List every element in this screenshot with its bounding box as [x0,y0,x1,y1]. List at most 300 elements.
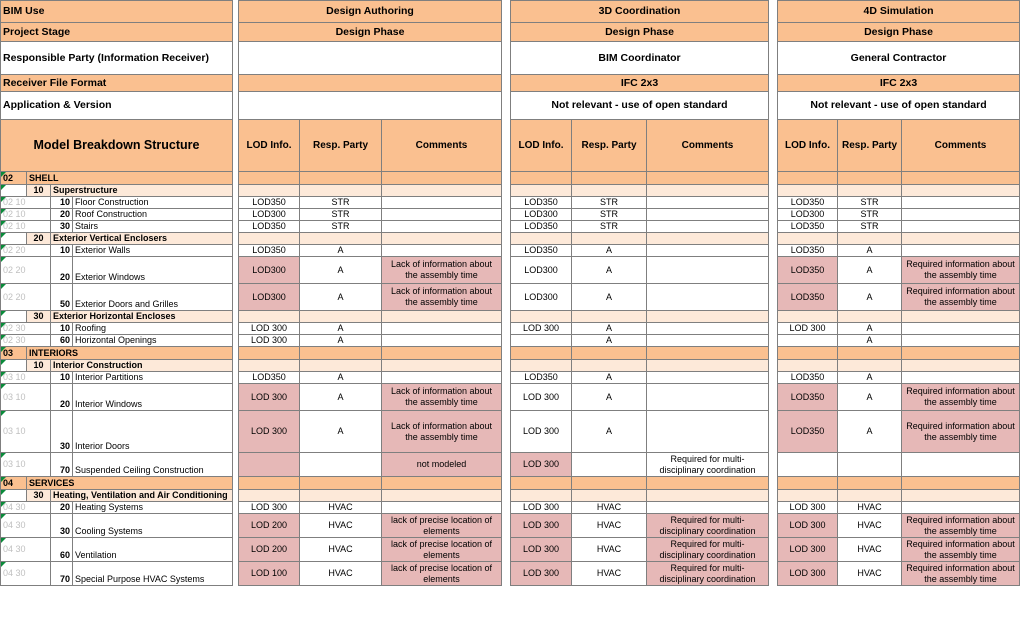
project-stage-3: Design Phase [778,23,1020,42]
comment-cell: Required information about the assembly time [902,562,1020,586]
empty-cell [838,311,902,323]
comment-cell [902,453,1020,477]
resp-party-cell: A [572,323,647,335]
comment-cell [647,284,769,311]
col-resp-1: Resp. Party [300,120,382,172]
subsection-row [1,233,1024,245]
lod-cell: LOD 300 [239,335,300,347]
empty-cell [572,477,647,490]
table-row [1,197,1024,209]
item-number: 10 [51,197,73,209]
empty-cell [382,172,502,185]
section-row [1,172,1024,185]
item-number: 70 [51,562,73,586]
resp-party-cell: A [572,335,647,347]
item-name: Cooling Systems [73,514,233,538]
application-2: Not relevant - use of open standard [511,92,769,120]
item-name: Interior Doors [73,411,233,453]
empty-cell [511,347,572,360]
resp-party-cell: STR [838,197,902,209]
resp-party-cell: A [300,257,382,284]
item-name: Horizontal Openings [73,335,233,347]
subsection-row [1,311,1024,323]
empty-cell [647,347,769,360]
resp-party-cell: HVAC [300,538,382,562]
empty-cell [838,490,902,502]
item-name: Special Purpose HVAC Systems [73,562,233,586]
empty-cell [239,477,300,490]
comment-cell [647,323,769,335]
section-number: 04 [1,477,27,490]
bim-use-1: Design Authoring [239,1,502,23]
empty-cell [838,233,902,245]
lod-cell: LOD350 [778,257,838,284]
empty-cell [902,347,1020,360]
item-name: Stairs [73,221,233,233]
resp-party-cell: A [300,372,382,384]
comment-cell [647,245,769,257]
resp-party-cell: A [300,384,382,411]
lod-cell: LOD 300 [511,502,572,514]
lod-cell: LOD300 [511,257,572,284]
empty-cell [902,360,1020,372]
resp-party-cell: STR [572,197,647,209]
empty-cell [902,172,1020,185]
subsection-number: 10 [27,185,51,197]
resp-party-cell: A [572,284,647,311]
item-name: Suspended Ceiling Construction [73,453,233,477]
receiver-format-label: Receiver File Format [1,75,233,92]
bim-use-row [1,1,1024,23]
lod-cell: LOD300 [778,209,838,221]
table-row [1,453,1024,477]
col-lod-3: LOD Info. [778,120,838,172]
ghost-code: 02 30 [1,335,51,347]
table-body [1,1,1024,586]
item-number: 30 [51,514,73,538]
lod-cell: LOD 300 [239,502,300,514]
lod-cell: LOD 300 [511,411,572,453]
resp-party-cell [838,453,902,477]
empty-cell [647,360,769,372]
lod-cell: LOD 300 [511,453,572,477]
responsible-party-1 [239,42,502,75]
application-row [1,92,1024,120]
bim-use-label: BIM Use [1,1,233,23]
comment-cell [382,221,502,233]
item-name: Interior Windows [73,384,233,411]
empty-cell [511,360,572,372]
comment-cell [902,335,1020,347]
empty-cell [572,347,647,360]
comment-cell [382,209,502,221]
item-number: 10 [51,323,73,335]
resp-party-cell: HVAC [572,538,647,562]
lod-cell: LOD350 [511,372,572,384]
mbs-header-row [1,120,1024,172]
resp-party-cell [300,453,382,477]
indent-cell [1,490,27,502]
ghost-code: 02 30 [1,323,51,335]
project-stage-2: Design Phase [511,23,769,42]
lod-cell: LOD350 [778,197,838,209]
empty-cell [778,311,838,323]
lod-cell: LOD 300 [511,323,572,335]
item-number: 60 [51,538,73,562]
col-comments-3: Comments [902,120,1020,172]
empty-cell [382,185,502,197]
empty-cell [239,233,300,245]
comment-cell: Lack of information about the assembly time [382,284,502,311]
subsection-name: Superstructure [51,185,233,197]
empty-cell [838,360,902,372]
col-comments-2: Comments [647,120,769,172]
resp-party-cell: STR [300,221,382,233]
receiver-format-2: IFC 2x3 [511,75,769,92]
ghost-code: 03 10 [1,384,51,411]
comment-cell [382,335,502,347]
comment-cell: Required for multi-disciplinary coordination [647,453,769,477]
empty-cell [838,477,902,490]
empty-cell [511,477,572,490]
item-name: Ventilation [73,538,233,562]
subsection-name: Interior Construction [51,360,233,372]
lod-cell [239,453,300,477]
ghost-code: 03 10 [1,372,51,384]
comment-cell [647,209,769,221]
empty-cell [300,490,382,502]
lod-cell: LOD350 [511,245,572,257]
item-number: 20 [51,502,73,514]
empty-cell [382,477,502,490]
comment-cell [647,257,769,284]
item-number: 30 [51,221,73,233]
item-name: Interior Partitions [73,372,233,384]
receiver-format-1 [239,75,502,92]
responsible-party-3: General Contractor [778,42,1020,75]
project-stage-row [1,23,1024,42]
comment-cell: Required information about the assembly time [902,514,1020,538]
empty-cell [647,233,769,245]
receiver-format-row [1,75,1024,92]
table-row [1,411,1024,453]
ghost-code: 02 10 [1,209,51,221]
lod-cell: LOD350 [239,372,300,384]
lod-cell: LOD350 [778,411,838,453]
item-number: 10 [51,372,73,384]
responsible-party-row [1,42,1024,75]
comment-cell: Required information about the assembly time [902,538,1020,562]
resp-party-cell: A [572,411,647,453]
resp-party-cell: A [572,245,647,257]
lod-cell: LOD300 [511,209,572,221]
resp-party-cell: STR [300,209,382,221]
comment-cell [647,384,769,411]
empty-cell [382,347,502,360]
comment-cell [382,245,502,257]
indent-cell [1,360,27,372]
section-name: INTERIORS [27,347,233,360]
empty-cell [511,233,572,245]
item-number: 50 [51,284,73,311]
lod-cell: LOD 300 [778,562,838,586]
empty-cell [239,347,300,360]
empty-cell [647,311,769,323]
item-name: Roofing [73,323,233,335]
item-number: 20 [51,384,73,411]
lod-cell: LOD 300 [511,514,572,538]
section-number: 03 [1,347,27,360]
application-1 [239,92,502,120]
resp-party-cell: STR [300,197,382,209]
empty-cell [300,233,382,245]
indent-cell [1,233,27,245]
lod-cell: LOD350 [778,245,838,257]
resp-party-cell: HVAC [300,502,382,514]
empty-cell [300,311,382,323]
resp-party-cell: HVAC [572,502,647,514]
item-number: 60 [51,335,73,347]
lod-cell: LOD 300 [778,514,838,538]
comment-cell: Required information about the assembly time [902,284,1020,311]
table-row [1,372,1024,384]
resp-party-cell: STR [838,209,902,221]
item-number: 10 [51,245,73,257]
resp-party-cell: HVAC [838,514,902,538]
subsection-name: Exterior Vertical Enclosers [51,233,233,245]
mbs-title: Model Breakdown Structure [1,120,233,172]
comment-cell: Lack of information about the assembly time [382,257,502,284]
lod-cell: LOD350 [239,221,300,233]
resp-party-cell [572,453,647,477]
subsection-number: 10 [27,360,51,372]
resp-party-cell: A [300,323,382,335]
ghost-code: 04 30 [1,514,51,538]
lod-cell: LOD350 [778,384,838,411]
ghost-code: 02 20 [1,245,51,257]
empty-cell [382,311,502,323]
empty-cell [778,172,838,185]
empty-cell [572,185,647,197]
empty-cell [902,233,1020,245]
section-row [1,347,1024,360]
comment-cell [647,221,769,233]
lod-cell: LOD350 [239,245,300,257]
resp-party-cell: A [572,372,647,384]
ghost-code: 02 20 [1,257,51,284]
table-row [1,284,1024,311]
empty-cell [647,185,769,197]
empty-cell [902,490,1020,502]
comment-cell: Required for multi-disciplinary coordination [647,562,769,586]
empty-cell [572,360,647,372]
subsection-name: Exterior Horizontal Encloses [51,311,233,323]
table-row [1,335,1024,347]
ghost-code: 04 30 [1,562,51,586]
resp-party-cell: A [300,245,382,257]
empty-cell [778,477,838,490]
table-row [1,514,1024,538]
resp-party-cell: A [838,284,902,311]
ghost-code: 04 30 [1,538,51,562]
indent-cell [1,185,27,197]
empty-cell [300,172,382,185]
col-lod-1: LOD Info. [239,120,300,172]
section-name: SERVICES [27,477,233,490]
col-lod-2: LOD Info. [511,120,572,172]
subsection-number: 20 [27,233,51,245]
empty-cell [572,233,647,245]
empty-cell [300,347,382,360]
lod-cell: LOD350 [239,197,300,209]
comment-cell: Required for multi-disciplinary coordination [647,538,769,562]
resp-party-cell: A [572,257,647,284]
project-stage-label: Project Stage [1,23,233,42]
ghost-code: 03 10 [1,411,51,453]
resp-party-cell: HVAC [838,562,902,586]
comment-cell [647,372,769,384]
lod-cell: LOD 300 [239,323,300,335]
resp-party-cell: STR [838,221,902,233]
indent-cell [1,311,27,323]
empty-cell [902,311,1020,323]
table-row [1,209,1024,221]
empty-cell [778,347,838,360]
comment-cell [902,197,1020,209]
lod-cell: LOD 200 [239,514,300,538]
empty-cell [572,172,647,185]
resp-party-cell: A [300,335,382,347]
comment-cell [902,323,1020,335]
subsection-number: 30 [27,311,51,323]
empty-cell [902,185,1020,197]
comment-cell: Required information about the assembly time [902,257,1020,284]
ghost-code: 02 10 [1,197,51,209]
resp-party-cell: HVAC [838,502,902,514]
empty-cell [382,490,502,502]
empty-cell [838,185,902,197]
resp-party-cell: A [838,372,902,384]
lod-cell: LOD300 [511,284,572,311]
application-label: Application & Version [1,92,233,120]
empty-cell [300,185,382,197]
comment-cell [647,197,769,209]
empty-cell [239,172,300,185]
col-comments-1: Comments [382,120,502,172]
bim-use-2: 3D Coordination [511,1,769,23]
comment-cell [382,197,502,209]
empty-cell [647,172,769,185]
section-row [1,477,1024,490]
empty-cell [511,172,572,185]
comment-cell: Required information about the assembly time [902,411,1020,453]
empty-cell [778,185,838,197]
lod-cell: LOD300 [239,209,300,221]
resp-party-cell: A [838,384,902,411]
resp-party-cell: A [838,257,902,284]
table-row [1,323,1024,335]
table-row [1,562,1024,586]
resp-party-cell: HVAC [300,514,382,538]
lod-cell: LOD300 [239,257,300,284]
empty-cell [838,347,902,360]
empty-cell [511,490,572,502]
resp-party-cell: STR [572,221,647,233]
empty-cell [778,360,838,372]
lod-cell: LOD 300 [511,562,572,586]
empty-cell [300,477,382,490]
empty-cell [239,360,300,372]
empty-cell [838,172,902,185]
resp-party-cell: HVAC [572,514,647,538]
lod-cell: LOD 300 [239,411,300,453]
resp-party-cell: A [572,384,647,411]
empty-cell [511,311,572,323]
application-3: Not relevant - use of open standard [778,92,1020,120]
comment-cell [902,209,1020,221]
empty-cell [239,185,300,197]
subsection-number: 30 [27,490,51,502]
resp-party-cell: A [838,323,902,335]
ghost-code: 02 10 [1,221,51,233]
lod-cell: LOD 300 [511,538,572,562]
resp-party-cell: STR [572,209,647,221]
empty-cell [300,360,382,372]
comment-cell: Required information about the assembly time [902,384,1020,411]
subsection-name: Heating, Ventilation and Air Conditioning [51,490,233,502]
section-number: 02 [1,172,27,185]
item-name: Heating Systems [73,502,233,514]
resp-party-cell: HVAC [838,538,902,562]
item-number: 70 [51,453,73,477]
comment-cell [382,372,502,384]
lod-cell: LOD 300 [778,538,838,562]
subsection-row [1,185,1024,197]
empty-cell [239,311,300,323]
comment-cell [647,502,769,514]
comment-cell [902,502,1020,514]
item-number: 30 [51,411,73,453]
comment-cell [647,335,769,347]
col-resp-2: Resp. Party [572,120,647,172]
item-name: Roof Construction [73,209,233,221]
lod-cell: LOD350 [511,197,572,209]
item-number: 20 [51,209,73,221]
subsection-row [1,490,1024,502]
lod-cell: LOD350 [778,372,838,384]
empty-cell [647,490,769,502]
resp-party-cell: HVAC [300,562,382,586]
lod-cell: LOD 300 [778,502,838,514]
comment-cell: Lack of information about the assembly time [382,384,502,411]
table-row [1,502,1024,514]
item-number: 20 [51,257,73,284]
receiver-format-3: IFC 2x3 [778,75,1020,92]
item-name: Exterior Doors and Grilles [73,284,233,311]
comment-cell: lack of precise location of elements [382,514,502,538]
item-name: Floor Construction [73,197,233,209]
lod-cell: LOD300 [239,284,300,311]
section-name: SHELL [27,172,233,185]
lod-cell [778,335,838,347]
empty-cell [778,490,838,502]
col-resp-3: Resp. Party [838,120,902,172]
resp-party-cell: HVAC [572,562,647,586]
resp-party-cell: A [300,411,382,453]
lod-cell: LOD 300 [778,323,838,335]
lod-cell: LOD 100 [239,562,300,586]
empty-cell [511,185,572,197]
